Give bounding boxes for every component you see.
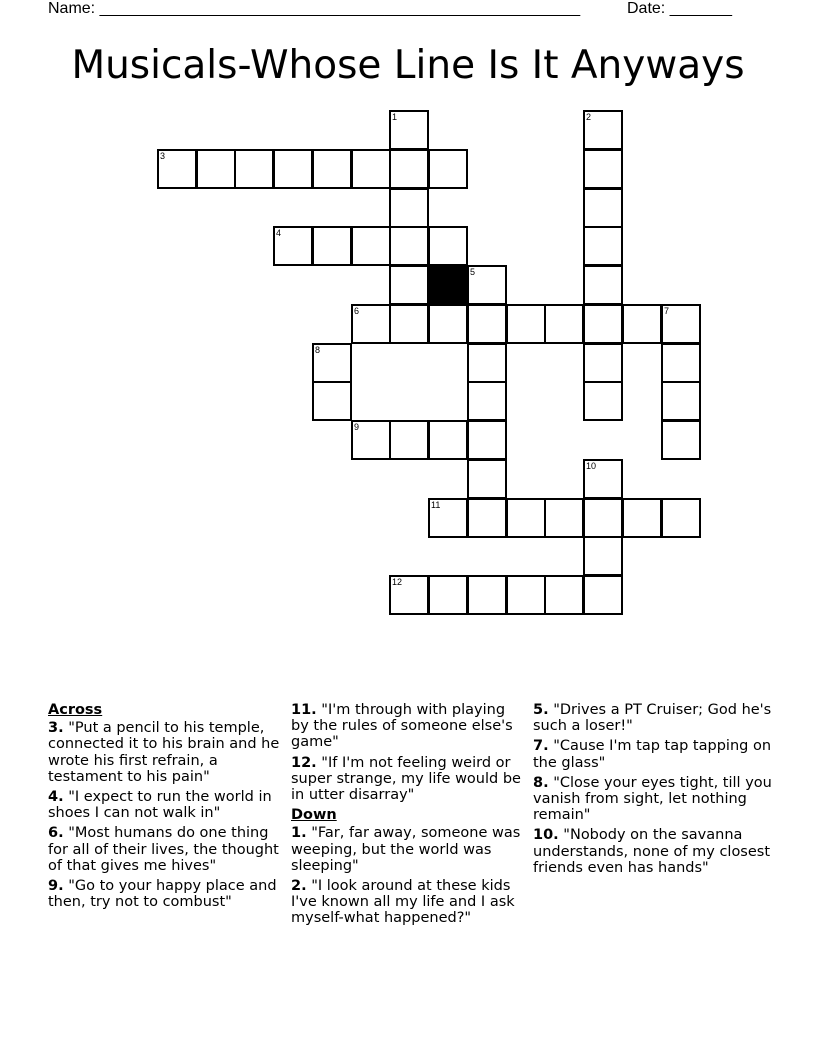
clue-number-label: 5 <box>470 267 476 277</box>
clue-number: 12. <box>291 754 317 771</box>
grid-cell[interactable] <box>428 226 468 266</box>
grid-cell[interactable] <box>389 304 429 344</box>
clue-text: "I look around at these kids I've known all my life and I ask myself-what happened?" <box>291 878 515 927</box>
grid-cell[interactable] <box>389 265 429 305</box>
clue-number-label: 8 <box>315 345 321 355</box>
grid-cell[interactable] <box>467 265 507 305</box>
clue-text: "Close your eyes tight, till you vanish from sight, let nothing remain" <box>533 774 772 824</box>
clue-text: "Cause I'm tap tap tapping on the glass" <box>533 738 772 771</box>
clue-number-label: 3 <box>160 151 166 161</box>
clue-text: "Nobody on the savanna understands, none of my closest friends even has hands" <box>533 827 771 876</box>
grid-cell[interactable] <box>661 381 701 421</box>
grid-cell[interactable] <box>157 149 197 189</box>
clue-down-7 <box>533 738 773 770</box>
across-heading: Across <box>48 702 103 718</box>
grid-cell[interactable] <box>467 343 507 383</box>
clue-number-label: 10 <box>586 461 597 471</box>
grid-cell[interactable] <box>467 420 507 460</box>
grid-cell[interactable] <box>234 149 274 189</box>
clue-number-label: 2 <box>586 112 592 122</box>
grid-cell[interactable] <box>312 226 352 266</box>
page-title: Musicals-Whose Line Is It Anyways <box>71 43 745 88</box>
grid-cell[interactable] <box>428 304 468 344</box>
grid-cell[interactable] <box>622 498 662 538</box>
grid-cell[interactable] <box>583 381 623 421</box>
clue-number: 10. <box>533 827 559 844</box>
clue-across-9 <box>48 878 284 910</box>
clue-number: 1. <box>291 825 307 842</box>
grid-cell[interactable] <box>661 304 701 344</box>
grid-cell[interactable] <box>351 304 391 344</box>
grid-cell[interactable] <box>467 304 507 344</box>
clue-text: "Most humans do one thing for all of their lives, the thought of that gives me hives" <box>48 825 279 874</box>
clue-number: 3. <box>48 720 64 737</box>
clue-number-label: 4 <box>276 228 282 238</box>
grid-cell[interactable] <box>467 498 507 538</box>
grid-cell[interactable] <box>312 343 352 383</box>
grid-cell[interactable] <box>389 149 429 189</box>
name-field-label: Name: ______________________________________________________ <box>48 0 581 17</box>
grid-cell[interactable] <box>467 459 507 499</box>
grid-cell[interactable] <box>428 498 468 538</box>
grid-cell[interactable] <box>506 498 546 538</box>
clue-number-label: 7 <box>664 306 670 316</box>
clue-text: "I'm through with playing by the rules of someone else's game" <box>291 702 513 751</box>
clue-down-1 <box>291 825 525 874</box>
clues-column-3 <box>533 702 773 880</box>
grid-cell[interactable] <box>583 498 623 538</box>
grid-cell[interactable] <box>273 149 313 189</box>
grid-cell[interactable] <box>506 304 546 344</box>
clue-number: 8. <box>533 774 549 791</box>
clue-down-8 <box>533 775 773 824</box>
grid-cell[interactable] <box>544 498 584 538</box>
clue-number-label: 12 <box>392 577 403 587</box>
clue-text: "Far, far away, someone was weeping, but the world was sleeping" <box>291 825 521 874</box>
clue-down-10 <box>533 827 773 876</box>
grid-cell[interactable] <box>583 149 623 189</box>
grid-cell[interactable] <box>583 188 623 228</box>
clue-number-label: 11 <box>431 500 441 510</box>
clue-text: "Put a pencil to his temple, connected it to his brain and he wrote his first refrain, a testament to his pain" <box>48 720 280 785</box>
clue-number: 9. <box>48 878 64 895</box>
grid-cell[interactable] <box>583 575 623 615</box>
clues-column-1 <box>48 702 284 914</box>
grid-cell[interactable] <box>389 420 429 460</box>
clue-text: "Go to your happy place and then, try not to combust" <box>48 878 277 911</box>
grid-cell[interactable] <box>389 110 429 150</box>
grid-cell[interactable] <box>389 226 429 266</box>
clue-number: 4. <box>48 789 64 806</box>
clue-number: 5. <box>533 702 549 718</box>
grid-cell[interactable] <box>622 304 662 344</box>
grid-cell[interactable] <box>351 149 391 189</box>
clue-number: 6. <box>48 825 64 842</box>
grid-cell[interactable] <box>583 110 623 150</box>
clues-column-2 <box>291 702 525 931</box>
grid-cell[interactable] <box>351 420 391 460</box>
grid-cell[interactable] <box>389 575 429 615</box>
grid-cell[interactable] <box>661 498 701 538</box>
grid-cell[interactable] <box>428 420 468 460</box>
clue-number-label: 1 <box>392 112 398 122</box>
clue-across-6 <box>48 825 284 874</box>
grid-cell[interactable] <box>583 343 623 383</box>
grid-cell[interactable] <box>467 381 507 421</box>
grid-cell[interactable] <box>661 343 701 383</box>
grid-cell[interactable] <box>312 149 352 189</box>
clue-across-4 <box>48 789 284 821</box>
grid-cell[interactable] <box>351 226 391 266</box>
grid-cell[interactable] <box>583 459 623 499</box>
grid-cell[interactable] <box>661 420 701 460</box>
grid-cell[interactable] <box>389 188 429 228</box>
grid-cell[interactable] <box>312 381 352 421</box>
clue-down-2 <box>291 878 525 927</box>
clue-across-11 <box>291 702 525 751</box>
clue-number: 7. <box>533 738 549 755</box>
clue-number-label: 9 <box>354 422 360 432</box>
clue-number-label: 6 <box>354 306 360 316</box>
grid-cell[interactable] <box>583 304 623 344</box>
clue-text: "Drives a PT Cruiser; God he's such a loser!" <box>533 702 772 735</box>
clue-across-3 <box>48 720 284 785</box>
grid-cell[interactable] <box>196 149 236 189</box>
grid-cell[interactable] <box>428 149 468 189</box>
clue-text: "I expect to run the world in shoes I can not walk in" <box>48 789 272 822</box>
clue-number: 2. <box>291 878 307 895</box>
grid-cell[interactable] <box>428 575 468 615</box>
grid-cell[interactable] <box>467 575 507 615</box>
grid-cell[interactable] <box>583 536 623 576</box>
grid-cell[interactable] <box>273 226 313 266</box>
clue-across-12 <box>291 755 525 804</box>
clue-number: 11. <box>291 702 317 718</box>
grid-cell[interactable] <box>506 575 546 615</box>
grid-cell[interactable] <box>544 575 584 615</box>
date-field-label: Date: _______ <box>627 0 732 17</box>
black-square <box>428 265 468 305</box>
clue-text: "If I'm not feeling weird or super strange, my life would be in utter disarray" <box>291 754 521 804</box>
clue-down-5 <box>533 702 773 734</box>
grid-cell[interactable] <box>583 265 623 305</box>
grid-cell[interactable] <box>583 226 623 266</box>
grid-cell[interactable] <box>544 304 584 344</box>
down-heading: Down <box>291 807 337 824</box>
